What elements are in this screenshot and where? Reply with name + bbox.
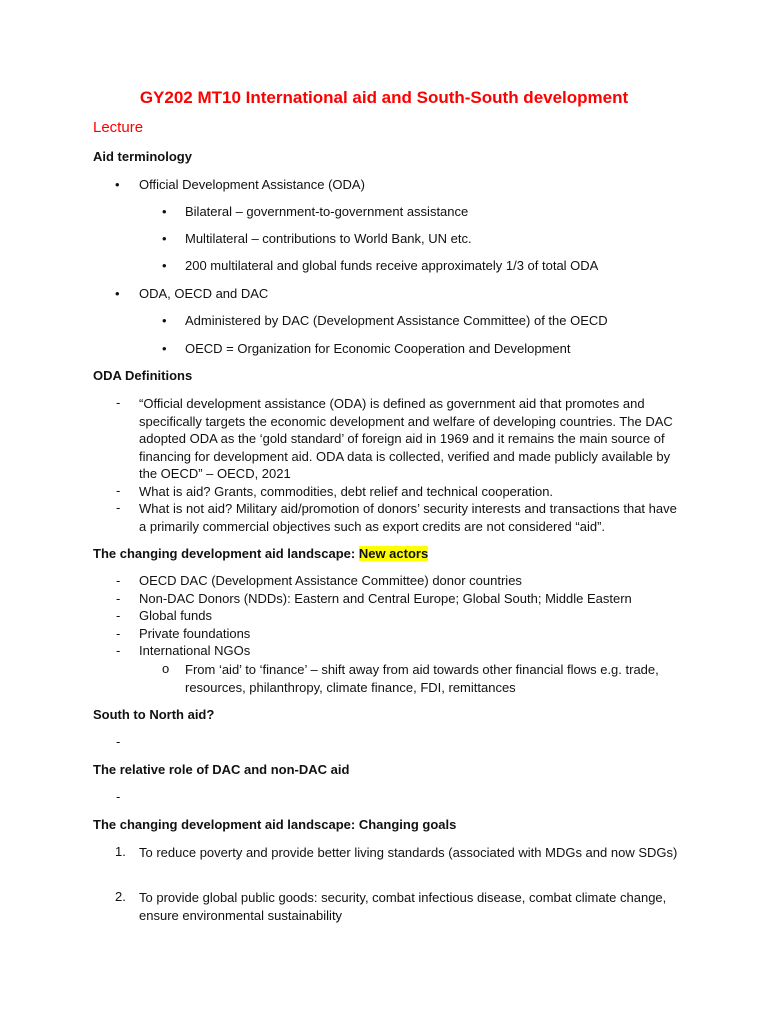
list-item: To reduce poverty and provide better living standards (associated with MDGs and now SDGs): [139, 845, 678, 860]
document-title: GY202 MT10 International aid and South-South development: [139, 88, 629, 107]
definition-quote: “Official development assistance (ODA) is defined as government aid that promotes and specifically targets the economic development and welfare of developing countries. The DAC adopted ODA as the ‘gold standard’ of foreign aid in 1969 and it remains the main source of financing for development aid. ODA data is collected, verified and made publicly available by the OECD” – OECD, 2021: [139, 396, 673, 481]
bullet-marker: •: [162, 258, 167, 273]
list-item: Multilateral – contributions to World Bank, UN etc.: [185, 231, 472, 246]
dash-marker: -: [116, 734, 121, 749]
dash-marker: -: [116, 483, 121, 498]
bullet-marker: •: [115, 286, 120, 301]
list-item: Official Development Assistance (ODA): [139, 177, 365, 192]
south-north-heading: South to North aid?: [93, 707, 215, 722]
aid-terminology-heading: Aid terminology: [93, 149, 192, 164]
list-item: OECD DAC (Development Assistance Committee) donor countries: [139, 573, 522, 588]
list-item: ODA, OECD and DAC: [139, 286, 269, 301]
oda-definitions-heading: ODA Definitions: [93, 368, 193, 383]
highlighted-text: New actors: [358, 546, 429, 561]
new-actors-heading: [93, 546, 428, 561]
list-item: What is aid? Grants, commodities, debt relief and technical cooperation.: [139, 484, 554, 499]
list-item: What is not aid? Military aid/promotion of donors’ security interests and transactions that have a primarily commercial objectives such as export credits are not considered “aid”.: [139, 501, 677, 534]
dash-marker: -: [116, 626, 121, 641]
relative-role-heading: The relative role of DAC and non-DAC aid: [93, 762, 350, 777]
list-item: From ‘aid’ to ‘finance’ – shift away from aid towards other financial flows e.g. trade, resources, philanthropy, climate finance, FDI, remittances: [185, 662, 659, 695]
bullet-marker: •: [115, 177, 120, 192]
list-item: Global funds: [139, 608, 212, 623]
number-marker: 2.: [115, 889, 126, 904]
list-item: 200 multilateral and global funds receive approximately 1/3 of total ODA: [185, 258, 599, 273]
list-item: To provide global public goods: security, combat infectious disease, combat climate change, ensure environmental sustainability: [139, 890, 667, 923]
list-item: Administered by DAC (Development Assistance Committee) of the OECD: [185, 313, 608, 328]
bullet-marker: •: [162, 313, 167, 328]
dash-marker: -: [116, 789, 121, 804]
sub-marker: o: [162, 661, 170, 676]
list-item: OECD = Organization for Economic Cooperation and Development: [185, 341, 571, 356]
bullet-marker: •: [162, 341, 167, 356]
dash-marker: -: [116, 591, 121, 606]
list-item: Non-DAC Donors (NDDs): Eastern and Central Europe; Global South; Middle Eastern: [139, 591, 632, 606]
list-item: International NGOs: [139, 643, 251, 658]
list-item: Private foundations: [139, 626, 251, 641]
heading-text: The changing development aid landscape:: [93, 546, 359, 561]
dash-marker: -: [116, 500, 121, 515]
dash-marker: -: [116, 573, 121, 588]
lecture-label: Lecture: [93, 119, 144, 136]
changing-goals-heading: The changing development aid landscape: Changing goals: [93, 817, 457, 832]
number-marker: 1.: [115, 844, 126, 859]
bullet-marker: •: [162, 231, 167, 246]
dash-marker: -: [116, 643, 121, 658]
list-item: Bilateral – government-to-government assistance: [185, 204, 469, 219]
dash-marker: -: [116, 395, 121, 410]
dash-marker: -: [116, 608, 121, 623]
bullet-marker: •: [162, 204, 167, 219]
